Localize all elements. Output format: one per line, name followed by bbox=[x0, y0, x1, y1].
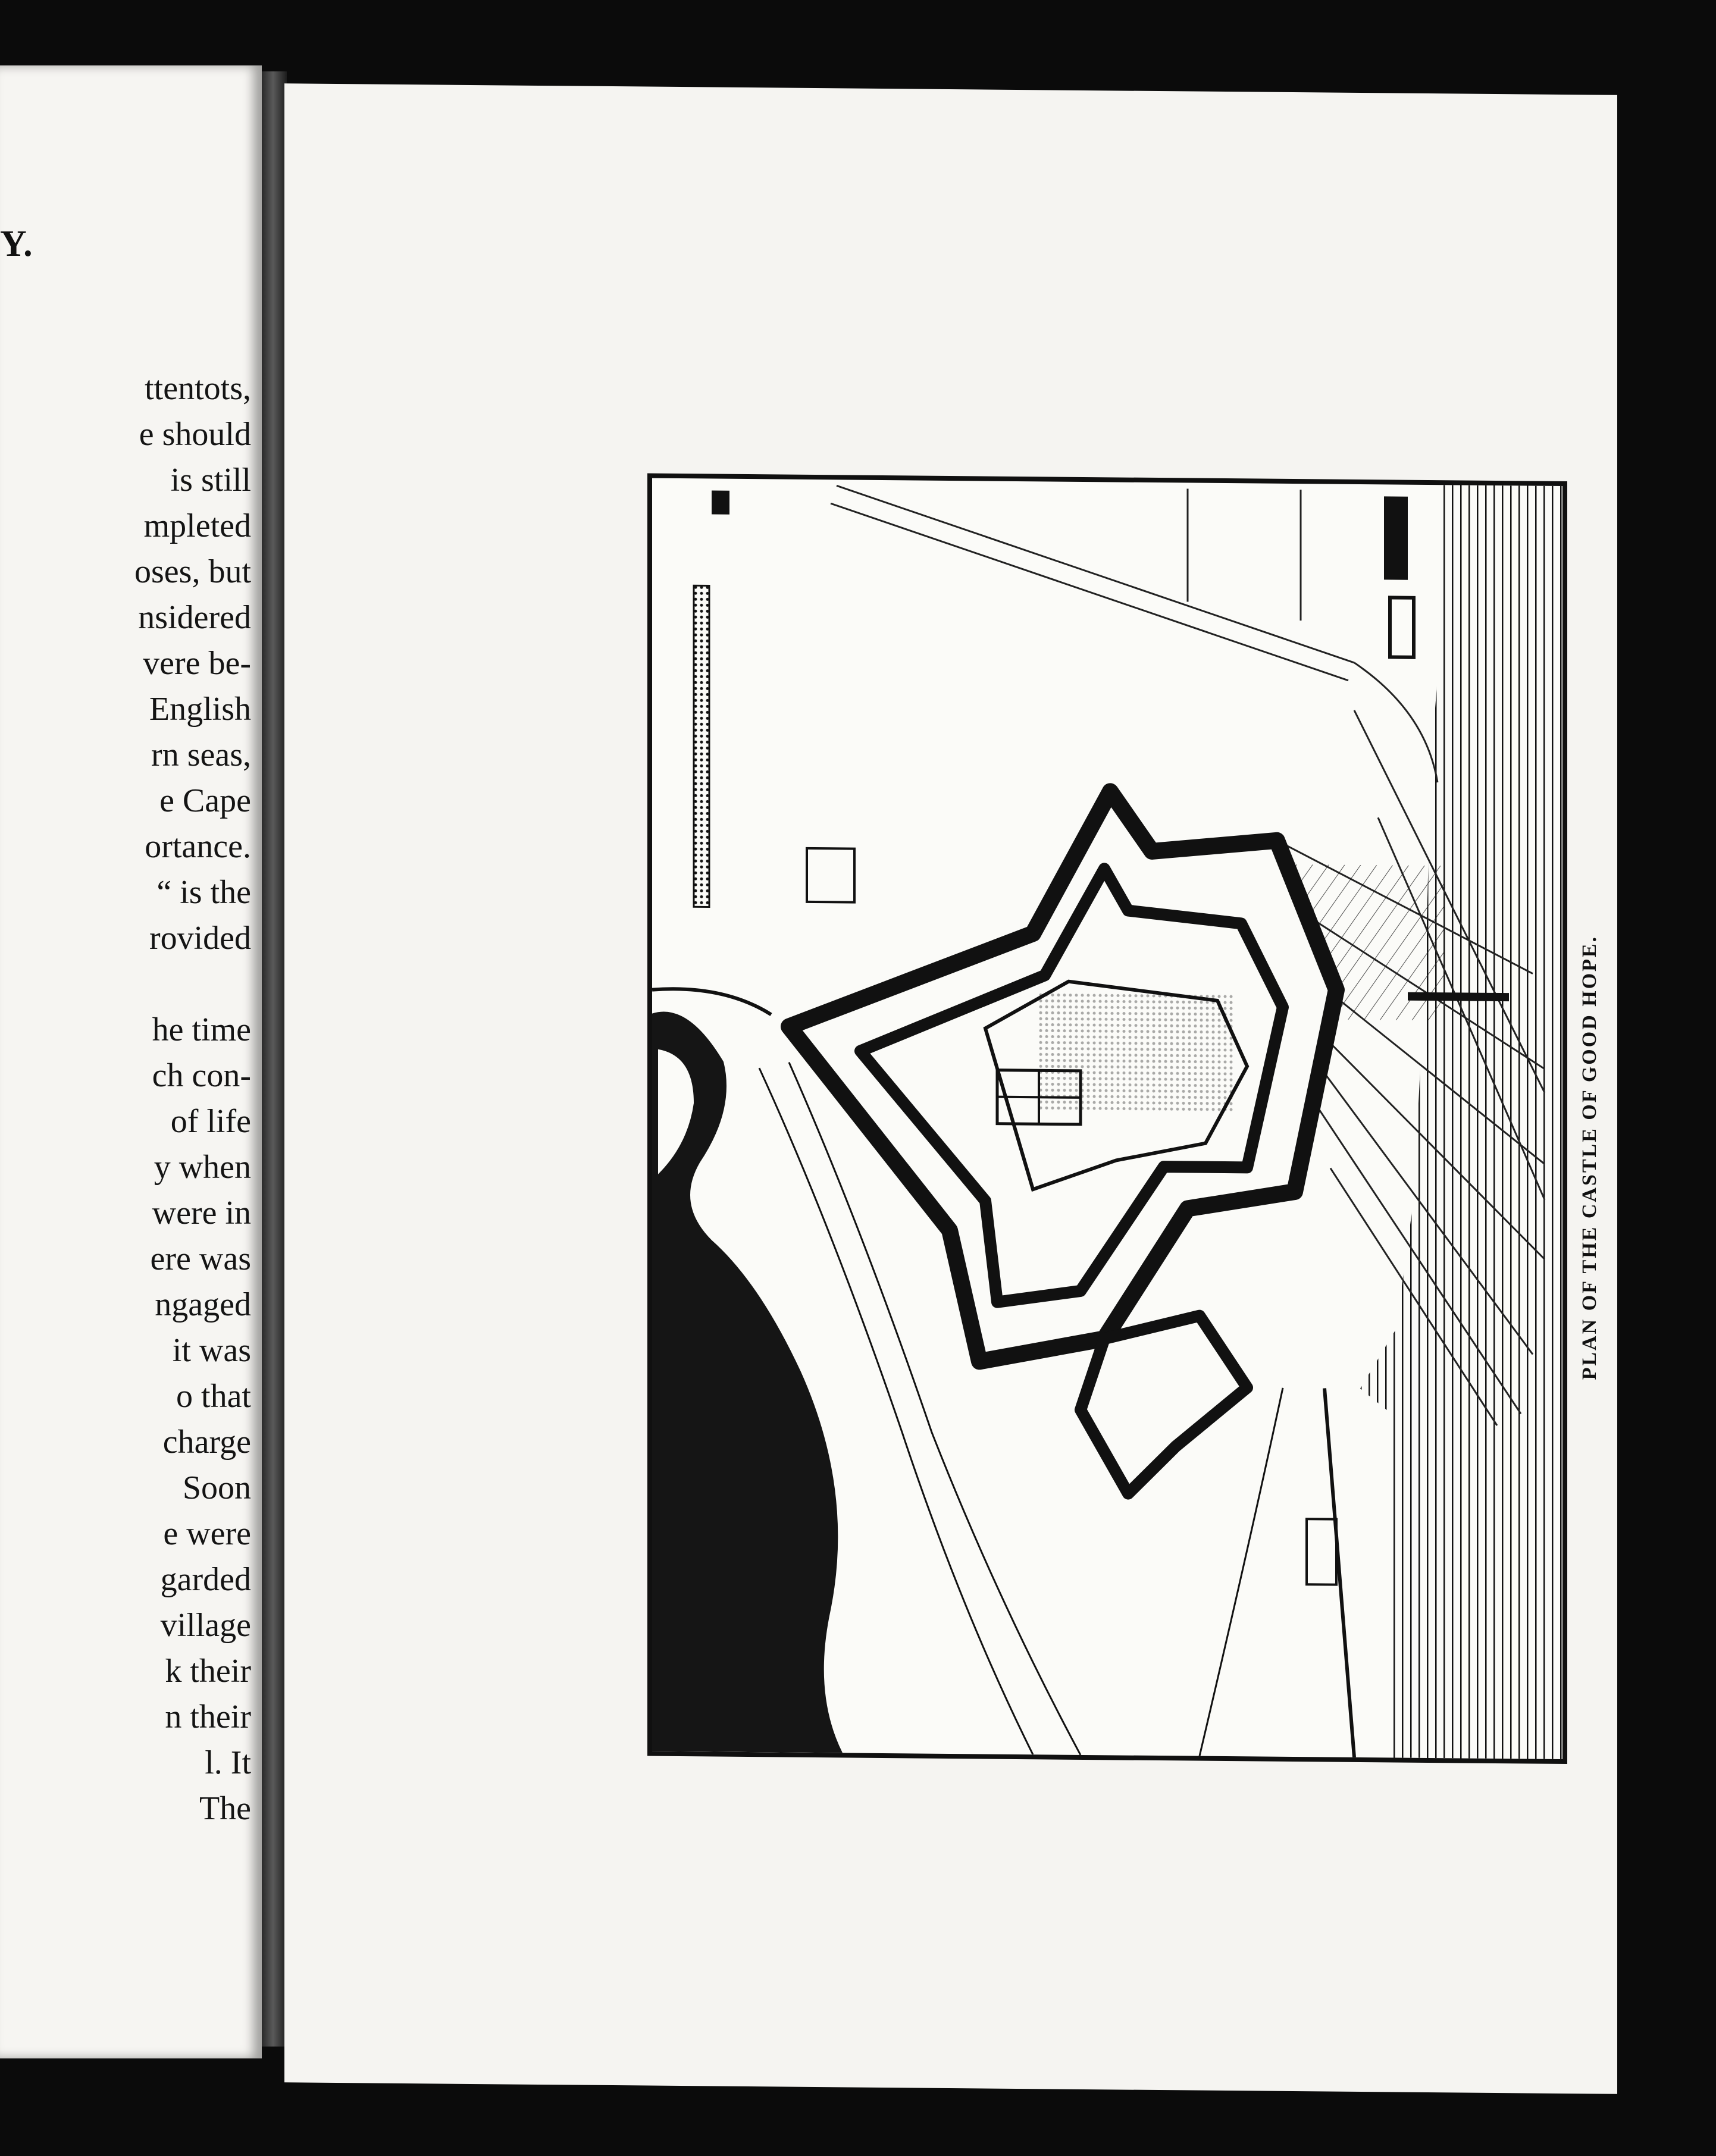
text-line: ere was bbox=[150, 1240, 251, 1277]
text-line: rn seas, bbox=[151, 737, 251, 773]
castle-plan-plate bbox=[647, 474, 1567, 1764]
text-line: vere be- bbox=[143, 645, 251, 682]
road-lines bbox=[831, 485, 1438, 782]
text-line: n their bbox=[165, 1699, 251, 1735]
plate-caption: PLAN OF THE CASTLE OF GOOD HOPE. bbox=[1579, 935, 1601, 1380]
courtyard-dots bbox=[1039, 993, 1235, 1114]
text-line: were in bbox=[152, 1195, 251, 1231]
left-page-text bbox=[134, 366, 251, 1832]
text-line: e were bbox=[163, 1515, 251, 1552]
binding-edge bbox=[1617, 89, 1716, 2124]
text-line: ortance. bbox=[145, 828, 251, 865]
text-line: of life bbox=[170, 1103, 251, 1140]
text-line: it was bbox=[172, 1332, 251, 1369]
text-line: oses, but bbox=[134, 553, 251, 590]
building bbox=[1384, 496, 1408, 579]
ravelin bbox=[1081, 1315, 1247, 1494]
text-line: mpleted bbox=[143, 507, 251, 544]
text-line: o that bbox=[176, 1378, 251, 1415]
text-line: ttentots, bbox=[145, 370, 251, 407]
text-line: charge bbox=[162, 1424, 251, 1461]
castle-plan-illustration bbox=[652, 478, 1562, 1759]
text-line: garded bbox=[160, 1561, 251, 1598]
sea-area bbox=[1360, 484, 1562, 1759]
text-line: y when bbox=[154, 1149, 251, 1186]
text-line: e Cape bbox=[159, 782, 251, 819]
text-line: ch con- bbox=[152, 1057, 251, 1094]
jetty bbox=[1408, 996, 1509, 997]
text-line: nsidered bbox=[138, 599, 251, 636]
text-line: k their bbox=[165, 1653, 251, 1690]
text-line: l. It bbox=[205, 1744, 251, 1781]
scale-bar bbox=[694, 585, 709, 907]
building bbox=[712, 490, 729, 514]
text-line: “ is the bbox=[156, 874, 251, 911]
text-line: he time bbox=[152, 1011, 251, 1048]
star-fort bbox=[789, 789, 1336, 1496]
road-path bbox=[1200, 1387, 1283, 1757]
road-path bbox=[1324, 1388, 1354, 1757]
running-heading: Y. bbox=[0, 224, 33, 264]
text-line: Soon bbox=[182, 1469, 251, 1506]
text-line: rovided bbox=[149, 920, 251, 957]
text-line: is still bbox=[170, 462, 251, 499]
building bbox=[1390, 597, 1414, 657]
text-line: village bbox=[160, 1607, 251, 1644]
text-line: ngaged bbox=[155, 1286, 251, 1323]
book-gutter bbox=[262, 71, 287, 2047]
text-line: English bbox=[149, 691, 251, 728]
text-line: e should bbox=[139, 416, 251, 453]
enclosure bbox=[807, 848, 854, 902]
text-line: The bbox=[199, 1790, 251, 1827]
right-page bbox=[284, 83, 1617, 2094]
left-page bbox=[0, 65, 262, 2058]
enclosure bbox=[1307, 1519, 1336, 1584]
marsh-edge bbox=[652, 989, 771, 1014]
